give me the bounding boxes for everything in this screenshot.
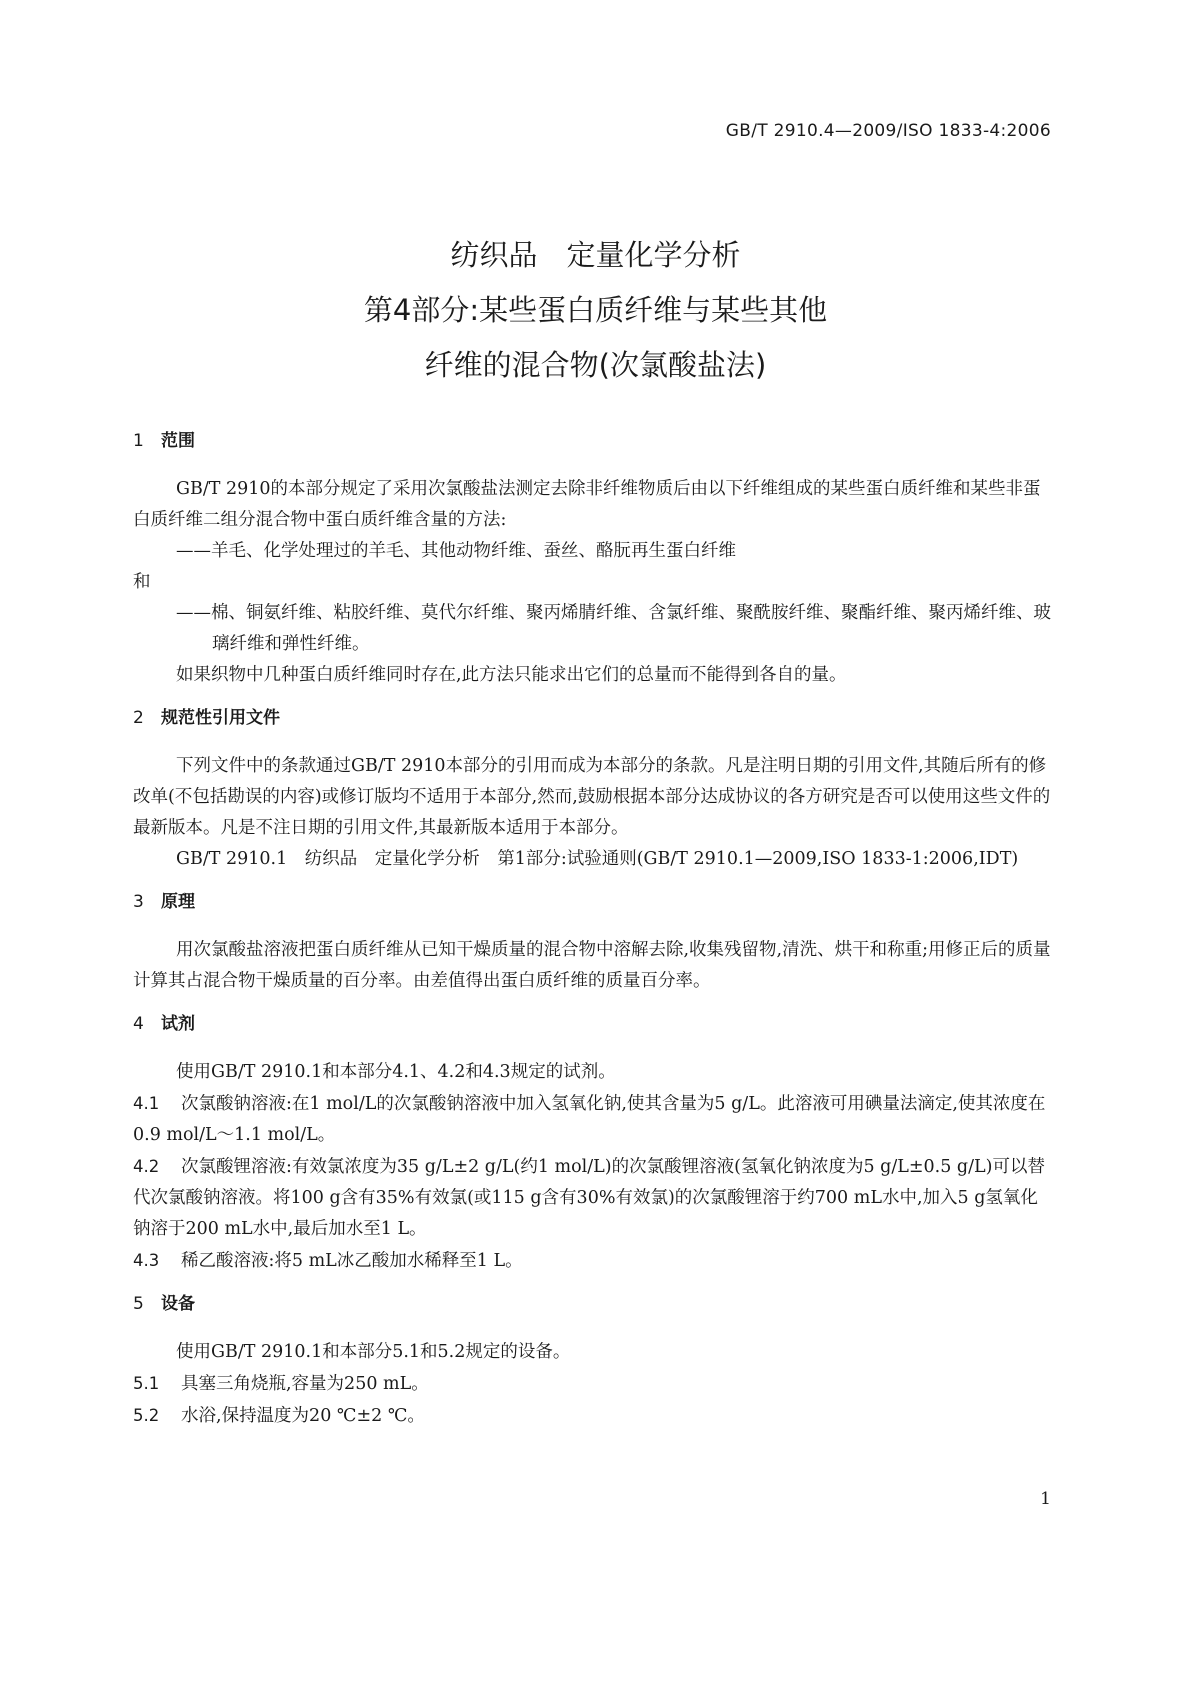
section-heading <box>133 1291 1055 1317</box>
section-heading <box>133 428 1055 454</box>
clause-text: 水浴,保持温度为20 ℃±2 ℃。 <box>181 1406 425 1426</box>
section-scope <box>133 428 1055 691</box>
section-apparatus <box>133 1291 1055 1432</box>
section-title: 范围 <box>161 431 195 451</box>
section-normative-references <box>133 705 1055 875</box>
section-number: 4 <box>133 1014 144 1034</box>
section-heading <box>133 705 1055 731</box>
section-number: 5 <box>133 1294 144 1314</box>
section-title: 设备 <box>161 1294 195 1314</box>
section-title: 规范性引用文件 <box>161 708 280 728</box>
paragraph: 和 <box>133 572 151 592</box>
paragraph: 下列文件中的条款通过GB/T 2910本部分的引用而成为本部分的条款。凡是注明日期的引用文件,其随后所有的修改单(不包括勘误的内容)或修订版均不适用于本部分,然而,鼓励根据本部分达成协议的各方研究是否可以使用这些文件的最新版本。凡是不注日期的引用文件,其最新版本适用于本部分。 <box>133 756 1051 838</box>
clause-number: 4.2 <box>133 1157 160 1176</box>
clause-text: 具塞三角烧瓶,容量为250 mL。 <box>181 1374 429 1394</box>
section-reagents <box>133 1011 1055 1277</box>
document-title <box>0 228 1191 393</box>
reference-entry: GB/T 2910.1 纺织品 定量化学分析 第1部分:试验通则(GB/T 2910.1—2009,ISO 1833-1:2006,IDT) <box>176 849 1019 869</box>
paragraph: 用次氯酸盐溶液把蛋白质纤维从已知干燥质量的混合物中溶解去除,收集残留物,清洗、烘干和称重;用修正后的质量计算其占混合物干燥质量的百分率。由差值得出蛋白质纤维的质量百分率。 <box>133 940 1051 991</box>
clause-number: 5.2 <box>133 1406 160 1425</box>
standard-id-header: GB/T 2910.4—2009/ISO 1833-4:2006 <box>725 121 1051 141</box>
list-item: ——棉、铜氨纤维、粘胶纤维、莫代尔纤维、聚丙烯腈纤维、含氯纤维、聚酰胺纤维、聚酯纤维、聚丙烯纤维、玻璃纤维和弹性纤维。 <box>176 603 1051 654</box>
title-line-2: 第4部分:某些蛋白质纤维与某些其他 <box>363 293 828 327</box>
clause-number: 5.1 <box>133 1374 160 1393</box>
section-number: 2 <box>133 708 144 728</box>
clause-number: 4.3 <box>133 1251 160 1270</box>
paragraph: 使用GB/T 2910.1和本部分4.1、4.2和4.3规定的试剂。 <box>176 1062 616 1082</box>
clause-4-3 <box>133 1245 1055 1277</box>
section-number: 3 <box>133 892 144 912</box>
clause-text: 稀乙酸溶液:将5 mL冰乙酸加水稀释至1 L。 <box>181 1251 523 1271</box>
list-item: ——羊毛、化学处理过的羊毛、其他动物纤维、蚕丝、酪朊再生蛋白纤维 <box>176 541 736 561</box>
paragraph: 如果织物中几种蛋白质纤维同时存在,此方法只能求出它们的总量而不能得到各自的量。 <box>176 665 847 685</box>
document-body <box>133 428 1055 1446</box>
section-title: 试剂 <box>161 1014 195 1034</box>
clause-text: 次氯酸锂溶液:有效氯浓度为35 g/L±2 g/L(约1 mol/L)的次氯酸锂溶液(氢氧化钠浓度为5 g/L±0.5 g/L)可以替代次氯酸钠溶液。将100 g含有35%有效氯(或115 g含有30%有效氯)的次氯酸锂溶于约700 mL水中,加入5 g氢氧化钠溶于200 mL水中,最后加水至1 L。 <box>133 1157 1045 1239</box>
section-title: 原理 <box>161 892 195 912</box>
clause-5-2 <box>133 1400 1055 1432</box>
section-number: 1 <box>133 431 144 451</box>
section-principle <box>133 889 1055 997</box>
title-line-3: 纤维的混合物(次氯酸盐法) <box>424 348 767 382</box>
section-heading <box>133 889 1055 915</box>
clause-4-1 <box>133 1088 1055 1151</box>
title-line-1: 纺织品 定量化学分析 <box>450 238 741 272</box>
clause-4-2 <box>133 1151 1055 1245</box>
clause-number: 4.1 <box>133 1094 160 1113</box>
section-heading <box>133 1011 1055 1037</box>
clause-text: 次氯酸钠溶液:在1 mol/L的次氯酸钠溶液中加入氢氧化钠,使其含量为5 g/L。此溶液可用碘量法滴定,使其浓度在0.9 mol/L～1.1 mol/L。 <box>133 1094 1046 1145</box>
paragraph: GB/T 2910的本部分规定了采用次氯酸盐法测定去除非纤维物质后由以下纤维组成的某些蛋白质纤维和某些非蛋白质纤维二组分混合物中蛋白质纤维含量的方法: <box>133 479 1041 530</box>
clause-5-1 <box>133 1368 1055 1400</box>
paragraph: 使用GB/T 2910.1和本部分5.1和5.2规定的设备。 <box>176 1342 571 1362</box>
page-number: 1 <box>1040 1489 1051 1509</box>
